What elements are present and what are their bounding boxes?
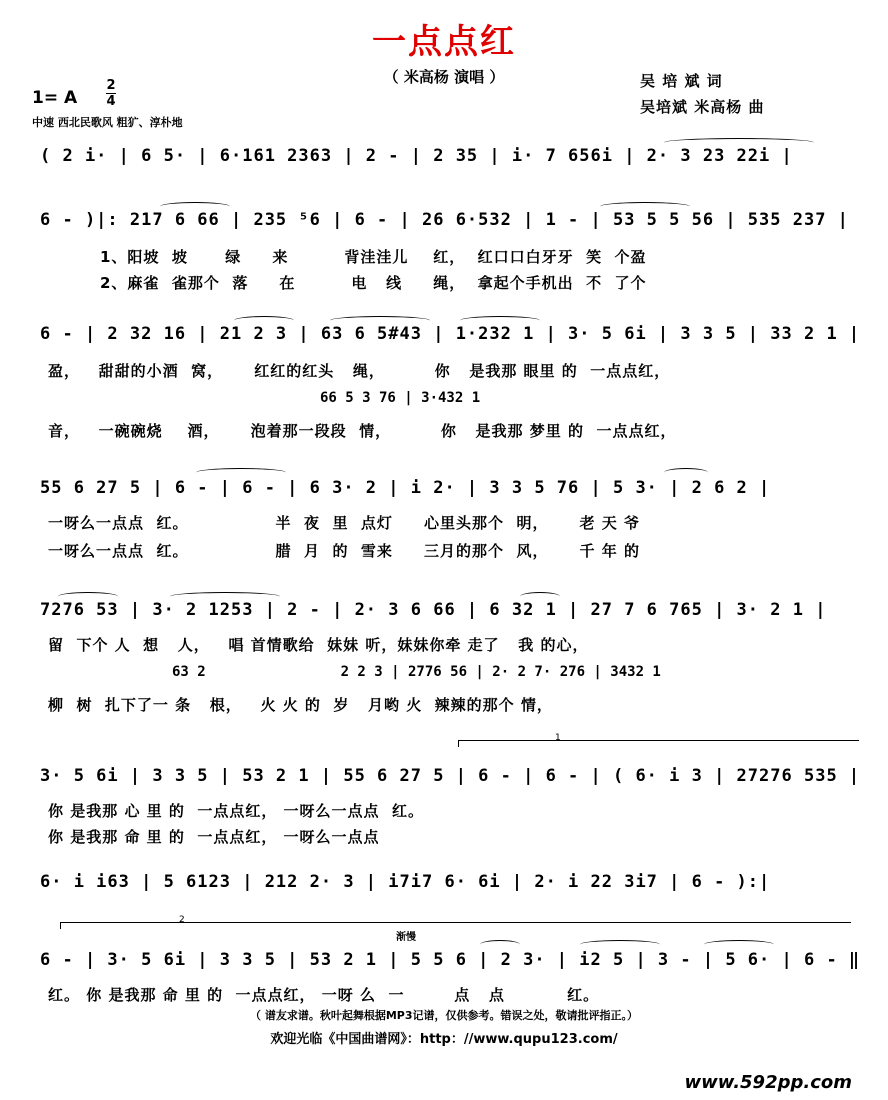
lyrics-row-6-verse-2: 你 是我那 命 里 的 一点点红， 一呀么一点点 <box>48 828 380 846</box>
lyricist: 吴 培 斌 词 <box>640 72 723 90</box>
lyrics-row-2-verse-1: 1、阳坡 坡 绿 来 背洼洼儿 红， 红口口白牙牙 笑 个盈 <box>100 248 647 266</box>
alt-notes-row-3: 66 5 3 76 | 3·432 1 <box>320 390 481 406</box>
performer: （ 米高杨 演唱 ） <box>383 68 505 86</box>
second-ending-bracket: 2 <box>60 922 851 929</box>
score-row-2: 6 - )|: 217 6 66 | 235 ⁵6 | 6 - | 26 6·532 | 1 - | 53 5 5 56 | 535 237 | <box>40 210 849 230</box>
score-row-7: 6· i i63 | 5 6123 | 212 2· 3 | i7i7 6· 6i | 2· i 22 3i7 | 6 - ):| <box>40 872 771 892</box>
score-row-8: 6 - | 3· 5 6i | 3 3 5 | 53 2 1 | 5 5 6 | 2 3· | i2 5 | 3 - | 5 6· | 6 - ‖ <box>40 950 861 970</box>
lyrics-row-2-verse-2: 2、麻雀 雀那个 落 在 电 线 绳， 拿起个手机出 不 了个 <box>100 274 647 292</box>
footer-note: （ 谱友求谱。秋叶起舞根据MP3记谱，仅供参考。错误之处，敬请批评指正。） <box>250 1009 638 1022</box>
time-signature <box>106 78 116 109</box>
lyrics-row-3-verse-2: 音， 一碗碗烧 酒， 泡着那一段段 情， 你 是我那 梦里 的 一点点红， <box>48 422 677 440</box>
score-row-3: 6 - | 2 32 16 | 21 2 3 | 63 6 5#43 | 1·232 1 | 3· 5 6i | 3 3 5 | 33 2 1 | <box>40 324 861 344</box>
lyrics-row-5-verse-2: 柳 树 扎下了一 条 根， 火 火 的 岁 月哟 火 辣辣的那个 情， <box>48 696 553 714</box>
first-ending-bracket: 1 <box>458 740 859 747</box>
lyrics-row-8: 红。 你 是我那 命 里 的 一点点红， 一呀 么 一 点 点 红。 <box>48 986 600 1004</box>
score-row-1: ( 2 i· | 6 5· | 6·161 2363 | 2 - | 2 35 | i· 7 656i | 2· 3 23 22i | <box>40 146 793 166</box>
score-row-5: 7276 53 | 3· 2 1253 | 2 - | 2· 3 6 66 | 6 32 1 | 27 7 6 765 | 3· 2 1 | <box>40 600 827 620</box>
key-signature: 1= A <box>32 88 78 108</box>
song-title: 一点点红 <box>372 22 516 62</box>
lyrics-row-4-verse-1: 一呀么一点点 红。 半 夜 里 点灯 心里头那个 明， 老 天 爷 <box>48 514 641 532</box>
footer-site: 欢迎光临《中国曲谱网》：http：//www.qupu123.com/ <box>270 1032 618 1047</box>
lyrics-row-5-verse-1: 留 下个 人 想 人， 唱 首情歌给 妹妹 听，妹妹你牵 走了 我 的心， <box>48 636 589 654</box>
lyrics-row-3-verse-1: 盈， 甜甜的小酒 窝， 红红的红头 绳， 你 是我那 眼里 的 一点点红， <box>48 362 671 380</box>
watermark: www.592pp.com <box>684 1072 852 1093</box>
lyrics-row-6-verse-1: 你 是我那 心 里 的 一点点红， 一呀么一点点 红。 <box>48 802 425 820</box>
time-signature-bottom: 4 <box>106 94 116 109</box>
composer: 吴培斌 米高杨 曲 <box>640 98 765 116</box>
alt-notes-row-5: 63 2 2 2 3 | 2776 56 | 2· 2 7· 276 | 3432 1 <box>172 664 661 680</box>
lyrics-row-4-verse-2: 一呀么一点点 红。 腊 月 的 雪来 三月的那个 风， 千 年 的 <box>48 542 641 560</box>
tempo-mark-ritardando: 渐慢 <box>396 932 416 943</box>
score-row-4: 55 6 27 5 | 6 - | 6 - | 6 3· 2 | i 2· | 3 3 5 76 | 5 3· | 2 6 2 | <box>40 478 771 498</box>
time-signature-top: 2 <box>106 78 116 93</box>
tempo-marking: 中速 西北民歌风 粗犷、淳朴地 <box>32 116 183 129</box>
score-row-6: 3· 5 6i | 3 3 5 | 53 2 1 | 55 6 27 5 | 6 - | 6 - | ( 6· i 3 | 27276 535 | <box>40 766 861 786</box>
